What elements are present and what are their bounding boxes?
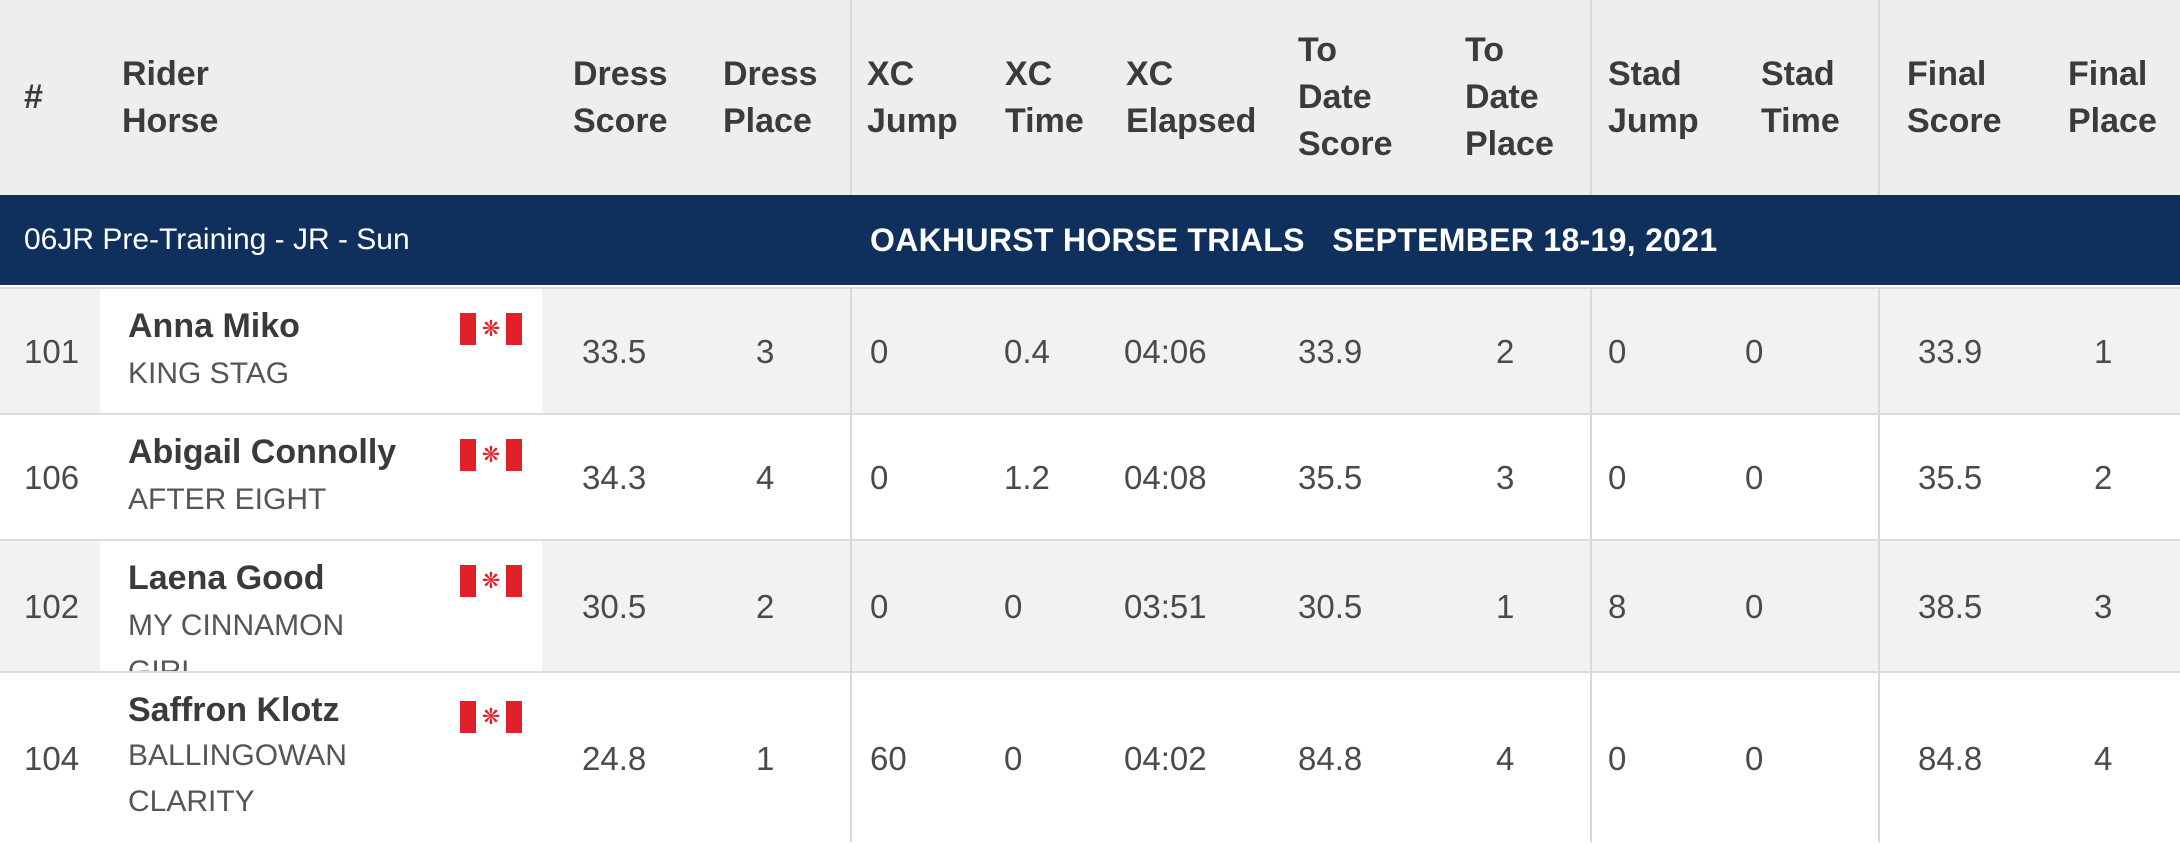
- entry-number: 102: [24, 588, 80, 625]
- xc-elapsed-cell: 03:51: [1124, 588, 1207, 625]
- dress-place-cell: 3: [756, 333, 775, 370]
- horse-name[interactable]: AFTER EIGHT: [128, 483, 327, 516]
- final-place-cell: 2: [2094, 459, 2113, 496]
- table-row[interactable]: [0, 671, 2180, 844]
- to-date-place-cell: 3: [1496, 459, 1515, 496]
- xc-elapsed-cell: 04:08: [1124, 459, 1207, 496]
- xc-time-cell: 0: [1004, 588, 1023, 625]
- header-dress-place[interactable]: [723, 0, 818, 195]
- to-date-score-cell: 33.9: [1298, 333, 1363, 370]
- header-stad-time[interactable]: [1761, 0, 1840, 195]
- header-label: Stad Time: [1761, 54, 1840, 140]
- header-label: Dress Place: [723, 54, 818, 140]
- to-date-score-cell: 84.8: [1298, 739, 1363, 777]
- stad-jump-cell: 8: [1608, 588, 1627, 625]
- dress-score-cell: 34.3: [582, 459, 647, 496]
- table-row[interactable]: [0, 413, 2180, 541]
- header-label: Final Score: [1907, 54, 2002, 140]
- stad-jump-cell: 0: [1608, 459, 1627, 496]
- entry-number: 101: [24, 333, 80, 370]
- final-place-cell: 4: [2094, 739, 2113, 777]
- rider-name[interactable]: Anna Miko: [128, 307, 300, 345]
- header-num[interactable]: [24, 0, 43, 195]
- xc-jump-cell: 0: [870, 333, 889, 370]
- stad-jump-cell: 0: [1608, 333, 1627, 370]
- header-to-date-place[interactable]: [1465, 0, 1554, 195]
- final-place-cell: 3: [2094, 588, 2113, 625]
- dress-place-cell: 1: [756, 739, 775, 777]
- dress-score-cell: 30.5: [582, 588, 647, 625]
- dress-place-cell: 2: [756, 588, 775, 625]
- xc-jump-cell: 60: [870, 739, 907, 777]
- canada-flag-icon: ❋: [460, 313, 522, 345]
- stad-time-cell: 0: [1745, 739, 1764, 777]
- final-place-cell: 1: [2094, 333, 2113, 370]
- header-label: To Date Score: [1298, 31, 1393, 163]
- column-divider: [1590, 287, 1592, 842]
- xc-elapsed-cell: 04:02: [1124, 739, 1207, 777]
- header-rider-horse[interactable]: [122, 0, 218, 195]
- entry-number: 104: [24, 739, 80, 777]
- division-name: 06JR Pre-Training - JR - Sun: [24, 223, 410, 256]
- header-label: XC Jump: [867, 54, 958, 140]
- header-dress-score[interactable]: [573, 0, 668, 195]
- xc-time-cell: 1.2: [1004, 459, 1050, 496]
- header-label: #: [24, 78, 43, 116]
- xc-jump-cell: 0: [870, 459, 889, 496]
- table-header: [0, 0, 2180, 195]
- table-row[interactable]: [0, 539, 2180, 673]
- canada-flag-icon: ❋: [460, 439, 522, 471]
- to-date-place-cell: 1: [1496, 588, 1515, 625]
- header-label: XC Time: [1005, 54, 1084, 140]
- header-to-date-score[interactable]: [1298, 0, 1393, 195]
- header-label: Dress Score: [573, 54, 668, 140]
- final-score-cell: 84.8: [1918, 739, 1983, 777]
- division-banner: [0, 195, 2180, 285]
- final-score-cell: 35.5: [1918, 459, 1983, 496]
- event-title: OAKHURST HORSE TRIALS SEPTEMBER 18-19, 2021: [870, 221, 1718, 258]
- stad-time-cell: 0: [1745, 333, 1764, 370]
- header-label: To Date Place: [1465, 31, 1554, 163]
- horse-name[interactable]: MY CINNAMON: [128, 609, 345, 642]
- to-date-place-cell: 2: [1496, 333, 1515, 370]
- final-score-cell: 33.9: [1918, 333, 1983, 370]
- column-divider: [1590, 0, 1592, 195]
- column-divider: [1878, 0, 1880, 195]
- xc-elapsed-cell: 04:06: [1124, 333, 1207, 370]
- header-label: XC Elapsed: [1126, 54, 1257, 140]
- to-date-score-cell: 35.5: [1298, 459, 1363, 496]
- canada-flag-icon: ❋: [460, 701, 522, 733]
- horse-name[interactable]: KING STAG: [128, 357, 290, 390]
- dress-score-cell: 33.5: [582, 333, 647, 370]
- dress-score-cell: 24.8: [582, 739, 647, 777]
- header-label: Final Place: [2068, 54, 2157, 140]
- header-xc-time[interactable]: [1005, 0, 1084, 195]
- column-divider: [1878, 287, 1880, 842]
- stad-jump-cell: 0: [1608, 739, 1627, 777]
- table-row[interactable]: [0, 287, 2180, 415]
- header-final-place[interactable]: [2068, 0, 2157, 195]
- stad-time-cell: 0: [1745, 588, 1764, 625]
- column-divider: [850, 287, 852, 842]
- entry-number: 106: [24, 459, 80, 496]
- canada-flag-icon: ❋: [460, 565, 522, 597]
- xc-jump-cell: 0: [870, 588, 889, 625]
- dress-place-cell: 4: [756, 459, 775, 496]
- stad-time-cell: 0: [1745, 459, 1764, 496]
- to-date-score-cell: 30.5: [1298, 588, 1363, 625]
- header-label: Stad Jump: [1608, 54, 1699, 140]
- column-divider: [850, 0, 852, 195]
- xc-time-cell: 0: [1004, 739, 1023, 777]
- header-label: Rider Horse: [122, 54, 219, 140]
- header-xc-jump[interactable]: [867, 0, 958, 195]
- horse-name[interactable]: BALLINGOWAN CLARITY: [128, 739, 347, 818]
- rider-name[interactable]: Abigail Connolly: [128, 433, 397, 471]
- to-date-place-cell: 4: [1496, 739, 1515, 777]
- header-final-score[interactable]: [1907, 0, 2002, 195]
- rider-name[interactable]: Laena Good: [128, 559, 325, 597]
- header-xc-elapsed[interactable]: [1126, 0, 1256, 195]
- final-score-cell: 38.5: [1918, 588, 1983, 625]
- xc-time-cell: 0.4: [1004, 333, 1050, 370]
- rider-name[interactable]: Saffron Klotz: [128, 691, 340, 729]
- header-stad-jump[interactable]: [1608, 0, 1699, 195]
